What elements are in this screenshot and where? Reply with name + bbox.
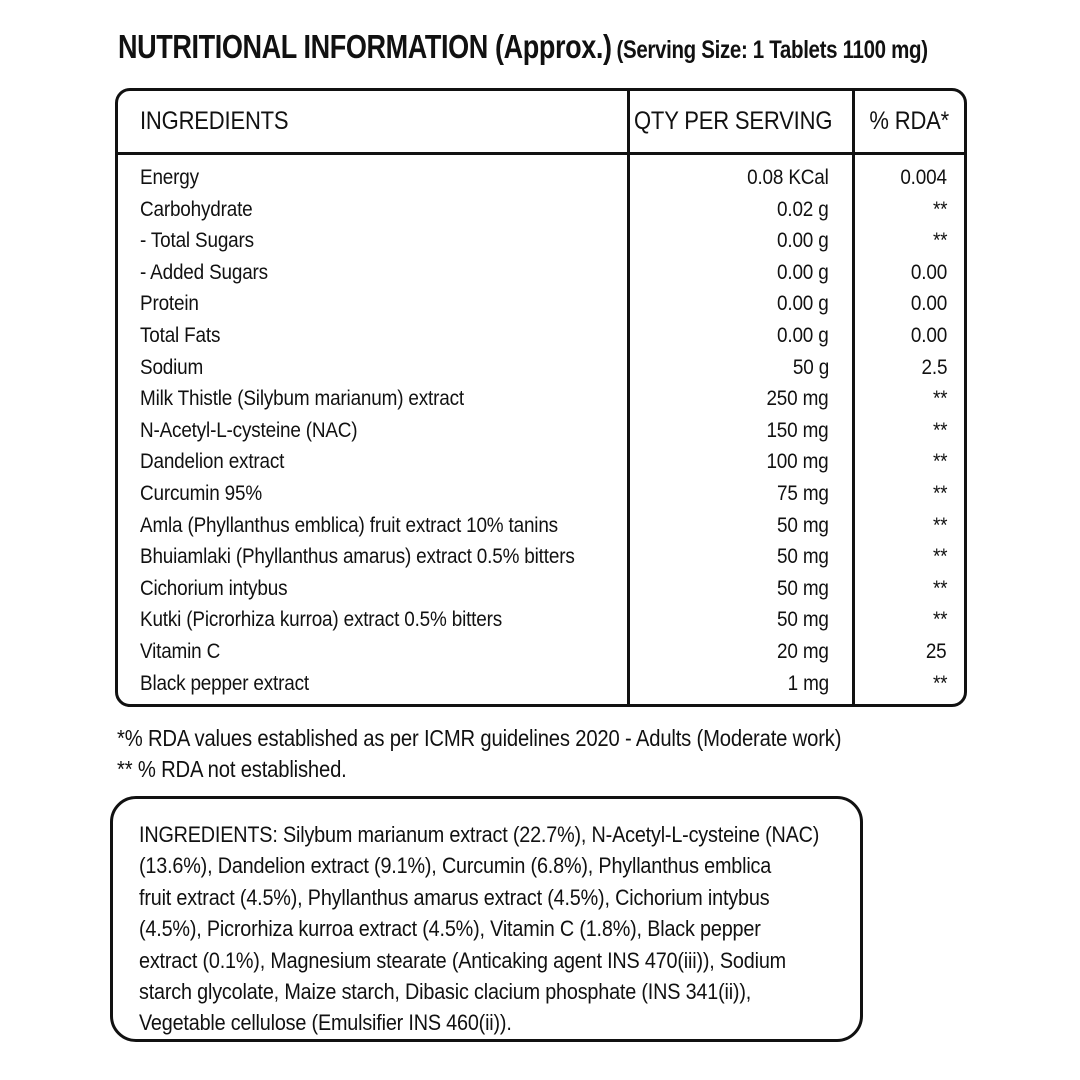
qty-per-serving-value: 50 mg [777, 512, 829, 537]
nutrition-table [115, 88, 967, 707]
nutritional-information-title: NUTRITIONAL INFORMATION (Approx.) [118, 28, 612, 65]
rda-percent-value: ** [932, 449, 947, 474]
qty-per-serving-value: 50 mg [777, 544, 829, 569]
ingredient-name: Bhuiamlaki (Phyllanthus amarus) extract 0.5% bitters [140, 544, 575, 569]
qty-per-serving-value: 50 mg [777, 607, 829, 632]
ingredients-list-line: (13.6%), Dandelion extract (9.1%), Curcumin (6.8%), Phyllanthus emblica [139, 853, 772, 879]
ingredient-name: Carbohydrate [140, 196, 253, 221]
page-title [118, 28, 1078, 70]
qty-per-serving-value: 0.08 KCal [747, 165, 829, 190]
rda-percent-value: ** [932, 607, 947, 632]
table-body [118, 155, 964, 704]
table-row [118, 636, 964, 668]
serving-size-text: (Serving Size: 1 Tablets 1100 mg) [616, 36, 928, 64]
table-row [118, 257, 964, 289]
rda-percent-value: ** [932, 228, 947, 253]
ingredient-name: N-Acetyl-L-cysteine (NAC) [140, 417, 358, 442]
table-row [118, 162, 964, 194]
qty-per-serving-value: 0.00 g [777, 323, 829, 348]
ingredients-list-box [110, 796, 863, 1042]
ingredient-name: Energy [140, 165, 199, 190]
qty-per-serving-value: 50 mg [777, 575, 829, 600]
table-row [118, 446, 964, 478]
table-row [118, 352, 964, 384]
qty-per-serving-value: 150 mg [766, 417, 829, 442]
table-row [118, 225, 964, 257]
qty-per-serving-value: 75 mg [777, 480, 829, 505]
rda-percent-value: 0.004 [900, 165, 947, 190]
ingredients-list-line: extract (0.1%), Magnesium stearate (Anticaking agent INS 470(iii)), Sodium [139, 947, 786, 973]
ingredient-name: Amla (Phyllanthus emblica) fruit extract 10% tanins [140, 512, 558, 537]
rda-percent-value: ** [932, 417, 947, 442]
rda-percent-value: ** [932, 480, 947, 505]
ingredient-name: Vitamin C [140, 638, 221, 663]
ingredient-name: Protein [140, 291, 199, 316]
table-row [118, 320, 964, 352]
qty-per-serving-value: 20 mg [777, 638, 829, 663]
ingredients-list-line: fruit extract (4.5%), Phyllanthus amarus extract (4.5%), Cichorium intybus [139, 884, 770, 910]
rda-percent-value: ** [932, 544, 947, 569]
ingredient-name: Dandelion extract [140, 449, 285, 474]
ingredients-list-line: (4.5%), Picrorhiza kurroa extract (4.5%), Vitamin C (1.8%), Black pepper [139, 916, 761, 942]
qty-per-serving-value: 0.00 g [777, 291, 829, 316]
ingredients-list-line: Vegetable cellulose (Emulsifier INS 460(ii)). [139, 1010, 512, 1036]
table-row [118, 573, 964, 605]
ingredient-name: Total Fats [140, 323, 221, 348]
footnotes [117, 723, 1057, 785]
ingredient-name: - Added Sugars [140, 259, 268, 284]
table-header-row [118, 91, 964, 152]
table-row [118, 478, 964, 510]
ingredient-name: Milk Thistle (Silybum marianum) extract [140, 386, 464, 411]
footnote-rda-not-established: ** % RDA not established. [117, 756, 347, 782]
header-ingredients: INGREDIENTS [140, 107, 289, 135]
qty-per-serving-value: 50 g [792, 354, 829, 379]
qty-per-serving-value: 100 mg [766, 449, 829, 474]
rda-percent-value: 0.00 [910, 291, 947, 316]
rda-percent-value: 0.00 [910, 323, 947, 348]
table-row [118, 604, 964, 636]
table-row [118, 541, 964, 573]
table-row [118, 510, 964, 542]
table-row [118, 415, 964, 447]
header-qty-per-serving: QTY PER SERVING [634, 107, 833, 135]
rda-percent-value: 25 [926, 638, 947, 663]
rda-percent-value: 0.00 [910, 259, 947, 284]
rda-percent-value: ** [932, 386, 947, 411]
rda-percent-value: ** [932, 670, 947, 695]
table-row [118, 288, 964, 320]
rda-percent-value: ** [932, 575, 947, 600]
ingredient-name: Kutki (Picrorhiza kurroa) extract 0.5% bitters [140, 607, 503, 632]
rda-percent-value: 2.5 [921, 354, 947, 379]
header-rda: % RDA* [869, 107, 950, 135]
footnote-rda-source: *% RDA values established as per ICMR guidelines 2020 - Adults (Moderate work) [117, 725, 842, 751]
qty-per-serving-value: 0.02 g [777, 196, 829, 221]
rda-percent-value: ** [932, 512, 947, 537]
ingredient-name: Sodium [140, 354, 204, 379]
ingredient-name: Cichorium intybus [140, 575, 288, 600]
ingredients-list-line: starch glycolate, Maize starch, Dibasic clacium phosphate (INS 341(ii)), [139, 979, 752, 1005]
rda-percent-value: ** [932, 196, 947, 221]
ingredients-list-line: INGREDIENTS: Silybum marianum extract (22.7%), N-Acetyl-L-cysteine (NAC) [139, 822, 820, 847]
table-row [118, 383, 964, 415]
qty-per-serving-value: 0.00 g [777, 228, 829, 253]
qty-per-serving-value: 0.00 g [777, 259, 829, 284]
qty-per-serving-value: 250 mg [766, 386, 829, 411]
ingredient-name: Black pepper extract [140, 670, 309, 695]
table-row [118, 194, 964, 226]
ingredient-name: Curcumin 95% [140, 480, 262, 505]
qty-per-serving-value: 1 mg [787, 670, 829, 695]
ingredient-name: - Total Sugars [140, 228, 254, 253]
table-row [118, 668, 964, 700]
